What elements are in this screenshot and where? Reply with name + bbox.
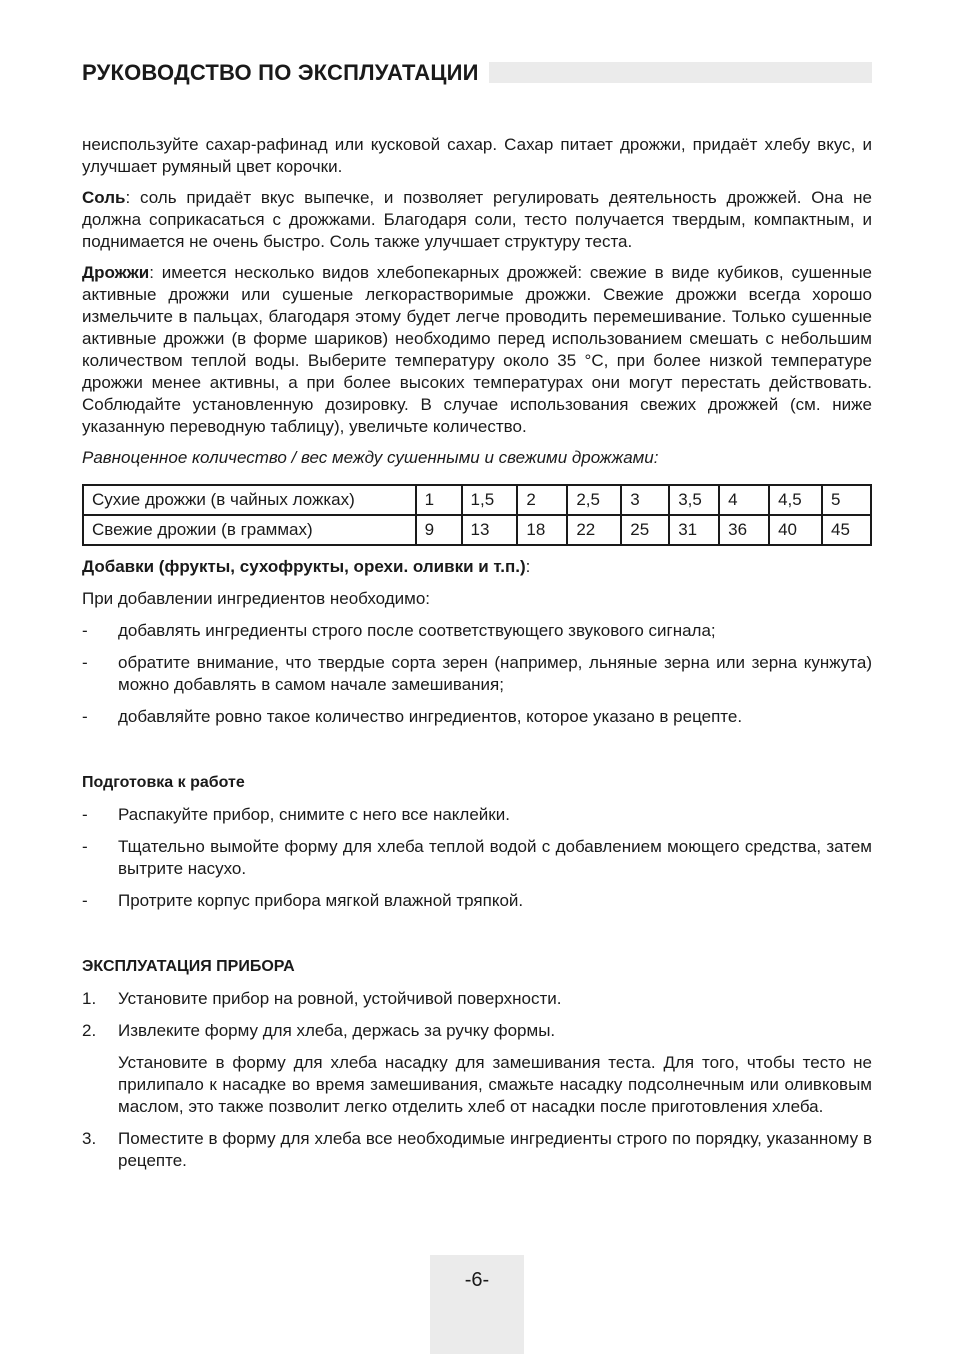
page-title: РУКОВОДСТВО ПО ЭКСПЛУАТАЦИИ: [82, 60, 489, 86]
preparation-list: [82, 804, 872, 912]
preparation-heading: Подготовка к работе: [82, 774, 245, 791]
additives-intro: При добавлении ингредиентов необходимо:: [82, 589, 431, 608]
page-content: [82, 134, 872, 1172]
list-item: - Распакуйте прибор, снимите с него все наклейки.: [82, 805, 510, 824]
operation-steps: [82, 988, 872, 1042]
table-row-fresh-yeast: [83, 515, 871, 545]
dash-marker: -: [82, 621, 88, 640]
table-cell: 25: [621, 515, 669, 545]
additives-label: Добавки (фрукты, сухофрукты, орехи. оливки и т.п.): [82, 557, 526, 576]
dash-marker: -: [82, 805, 88, 824]
dash-marker: -: [82, 891, 88, 910]
list-item: - добавляйте ровно такое количество ингредиентов, которое указано в рецепте.: [82, 707, 743, 726]
operation-steps-continued: [82, 1128, 872, 1172]
step-number: 2.: [82, 1021, 97, 1040]
table-cell: 13: [462, 515, 518, 545]
table-cell: 2: [517, 485, 567, 515]
dash-marker: -: [82, 707, 88, 726]
additives-colon: :: [525, 557, 531, 576]
yeast-conversion-table: [82, 484, 872, 546]
salt-label: Соль: [82, 188, 126, 207]
list-item: 1. Установите прибор на ровной, устойчивой поверхности.: [82, 989, 562, 1008]
yeast-label: Дрожжи: [82, 263, 150, 282]
additives-heading: [82, 556, 872, 578]
step-number: 3.: [82, 1129, 97, 1148]
page-number-tab: [430, 1255, 524, 1354]
table-row-label: Сухие дрожжи (в чайных ложках): [83, 485, 416, 515]
yeast-paragraph: [82, 262, 872, 438]
table-cell: 1: [416, 485, 462, 515]
list-item: 2. Извлеките форму для хлеба, держась за ручку формы.: [82, 1021, 556, 1040]
list-item: - Протрите корпус прибора мягкой влажной тряпкой.: [82, 891, 524, 910]
table-row-dry-yeast: [83, 485, 871, 515]
table-cell: 45: [822, 515, 871, 545]
table-cell: 9: [416, 515, 462, 545]
additives-list: [82, 620, 872, 728]
table-cell: 4: [719, 485, 769, 515]
list-item: 3. Поместите в форму для хлеба все необходимые ингредиенты строго по порядку, указанному в рецепте.: [82, 1129, 872, 1170]
page-number: -6-: [464, 1269, 490, 1291]
table-cell: 3,5: [669, 485, 719, 515]
table-caption: Равноценное количество / вес между сушенными и свежими дрожжами:: [82, 448, 659, 467]
operation-heading: ЭКСПЛУАТАЦИЯ ПРИБОРА: [82, 958, 295, 975]
table-cell: 22: [567, 515, 621, 545]
table-cell: 4,5: [769, 485, 822, 515]
table-cell: 31: [669, 515, 719, 545]
step2-extra-paragraph: Установите в форму для хлеба насадку для замешивания теста. Для того, чтобы тесто не прилипало к насадке во время замешивания, смажьте насадку подсолнечным или оливковым маслом, это также позволит легко отделить хлеб от насадки после приготовления хлеба.: [118, 1053, 872, 1116]
table-cell: 36: [719, 515, 769, 545]
list-item: - добавлять ингредиенты строго после соответствующего звукового сигнала;: [82, 621, 716, 640]
table-cell: 5: [822, 485, 871, 515]
sugar-paragraph: неиспользуйте сахар-рафинад или кусковой сахар. Сахар питает дрожжи, придаёт хлебу вкус, и улучшает румяный цвет корочки.: [82, 135, 872, 176]
dash-marker: -: [82, 653, 88, 672]
table-cell: 40: [769, 515, 822, 545]
dash-marker: -: [82, 837, 88, 856]
table-cell: 18: [517, 515, 567, 545]
table-cell: 2,5: [567, 485, 621, 515]
step-number: 1.: [82, 989, 97, 1008]
salt-paragraph: [82, 187, 872, 253]
yeast-text: : имеется несколько видов хлебопекарных дрожжей: свежие в виде кубиков, сушенные активные дрожжи или сушеные легкорастворимые дрожжи. Свежие дрожжи всегда хорошо измельчите в пальцах, благодаря этому будет легче проводить перемешивание. Только сушенные активные дрожжи (в форме шариков) необходимо перед использованием смешать с небольшим количеством теплой воды. Выберите температуру около 35 °С, при более низкой температуре дрожжи менее активны, а при более высоких температурах они могут перестать действовать. Соблюдайте установленную дозировку. В случае использования свежих дрожжей (см. ниже указанную переводную таблицу), увеличьте количество.: [82, 263, 872, 436]
list-item: - Тщательно вымойте форму для хлеба теплой водой с добавлением моющего средства, затем вытрите насухо.: [82, 837, 872, 878]
salt-text: : соль придаёт вкус выпечке, и позволяет регулировать деятельность дрожжей. Она не должна соприкасаться с дрожжами. Благодаря соли, тесто получается твердым, компактным, и поднимается не очень быстро. Соль также улучшает структуру теста.: [82, 188, 872, 251]
table-row-label: Свежие дрожии (в граммах): [83, 515, 416, 545]
table-cell: 1,5: [462, 485, 518, 515]
table-cell: 3: [621, 485, 669, 515]
list-item: - обратите внимание, что твердые сорта зерен (например, льняные зерна или зерна кунжута) можно добавлять в самом начале замешивания;: [82, 653, 872, 694]
